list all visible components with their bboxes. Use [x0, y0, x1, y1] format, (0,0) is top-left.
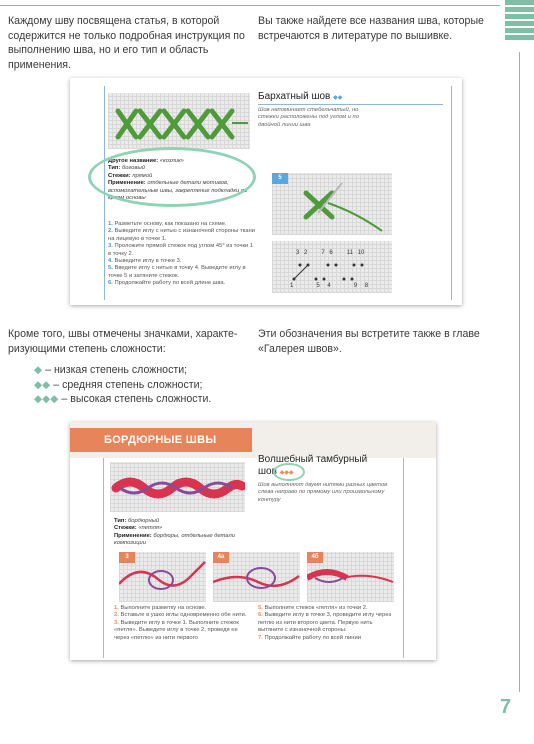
level-low: ◆ – низкая степень сложности;	[34, 364, 188, 376]
title-ellipse	[273, 463, 305, 481]
orange-margin-right	[403, 458, 404, 658]
chain-photo	[110, 462, 245, 512]
card2-subtitle: Шов выполняют двумя нитями разных цветов слева направо по прямому или произвольному контуру	[258, 482, 388, 503]
level-high: ◆◆◆ – высокая степень сложности.	[34, 393, 212, 405]
stitch-diagram	[272, 241, 392, 293]
intro-left: Каждому шву посвящена статья, в которой содержится не только подробная инструкция по выполнению шва, но и его тип и область применения.	[8, 15, 245, 71]
intro-right: Вы также найдете все названия шва, которые встречаются в литературе по вышивке.	[258, 15, 484, 42]
photo-label-4a: 4а	[213, 552, 229, 563]
diagram-top-labels: 3 2 7 6 11 10	[296, 250, 365, 256]
title-row	[258, 91, 438, 102]
photo-label-4b: 4б	[307, 552, 323, 563]
highlight-ellipse	[88, 147, 256, 207]
example-page-velvet-stitch	[70, 78, 462, 305]
side-rule	[519, 52, 520, 692]
cross-stitches	[108, 93, 250, 149]
orange-margin	[103, 458, 104, 658]
stitch-subtitle: Шов напоминает стебельчатый, но стежки расположены под углом и по двойной линии шва	[258, 107, 359, 128]
stitch-title: Бархатный шов	[258, 91, 331, 102]
page-number: 7	[500, 696, 512, 718]
mid-left-text: Кроме того, швы отмечены значками, характеризующими степень сложности:	[8, 328, 238, 355]
mid-right-text: Эти обозначения вы встретите также в главе «Галерея швов».	[258, 328, 480, 355]
stitch-info: Другое название: «козлик» Тип: боговый Стежки: прямой Применение: отдельные детали мотивов, вспомогательные швы, закрепление подкладки по краям основы	[108, 158, 248, 202]
stitch-photo-main	[108, 93, 250, 149]
section-title: БОРДЮРНЫЕ ШВЫ	[104, 434, 217, 446]
photo-number-5: 5	[272, 173, 288, 184]
needle-photo	[272, 173, 392, 235]
corner-stripes	[505, 0, 534, 50]
stitch-photo-5	[272, 173, 392, 235]
difficulty-legend	[34, 363, 264, 407]
diagram-bottom-labels: 1 5 4 9 8	[290, 283, 369, 289]
level-medium: ◆◆ – средняя степень сложности;	[34, 378, 203, 391]
card2-title: Волшебный тамбурный шов ◆◆◆	[258, 454, 368, 477]
photo-label-3: 3	[119, 552, 135, 563]
difficulty-marks: ◆◆	[333, 95, 343, 101]
example-page-chain-stitch	[70, 422, 436, 660]
card2-info: Тип: бордюрный Стежки: «петля» Применение: бордюры, отдельные детали композиции	[114, 518, 235, 547]
chain-stitch-drawing	[110, 462, 245, 512]
top-rule	[0, 5, 500, 6]
card2-steps-right: 5. Выполните стежок «петля» из точки 2. 6. Выведите иглу в точке 3, проведите иглу через петлю из нити второго цвета. Первую нить вытяните с изнаночной стороны. 7. Продолжайте работу по всей линии	[258, 605, 392, 641]
steps-list: 1. Разметьте основу, как показано на схеме. 2. Выведите иглу с нитью с изнаночной стороны ткани на лицевую в точке 1. 3. Проложите прямой стежок под углом 45° из точки 1 в точку 2. 4. Выведите иглу в точке 3. 5. Введите иглу с нитью в точку 4. Выведите иглу в точке 5 и затяните стежок. 6. Продолжайте работу по всей длине шва.	[108, 221, 255, 287]
title-underline	[258, 104, 443, 105]
card2-steps-left: 1. Выполните разметку на основе. 2. Вставьте в ушко иглы одновременно обе нити. 3. Выведите иглу в точке 1. Выполните стежок «петля». Выведите иглу в точке 2, проведя ее через «петлю» из нити первого	[114, 605, 247, 641]
margin-line-right	[451, 86, 452, 300]
